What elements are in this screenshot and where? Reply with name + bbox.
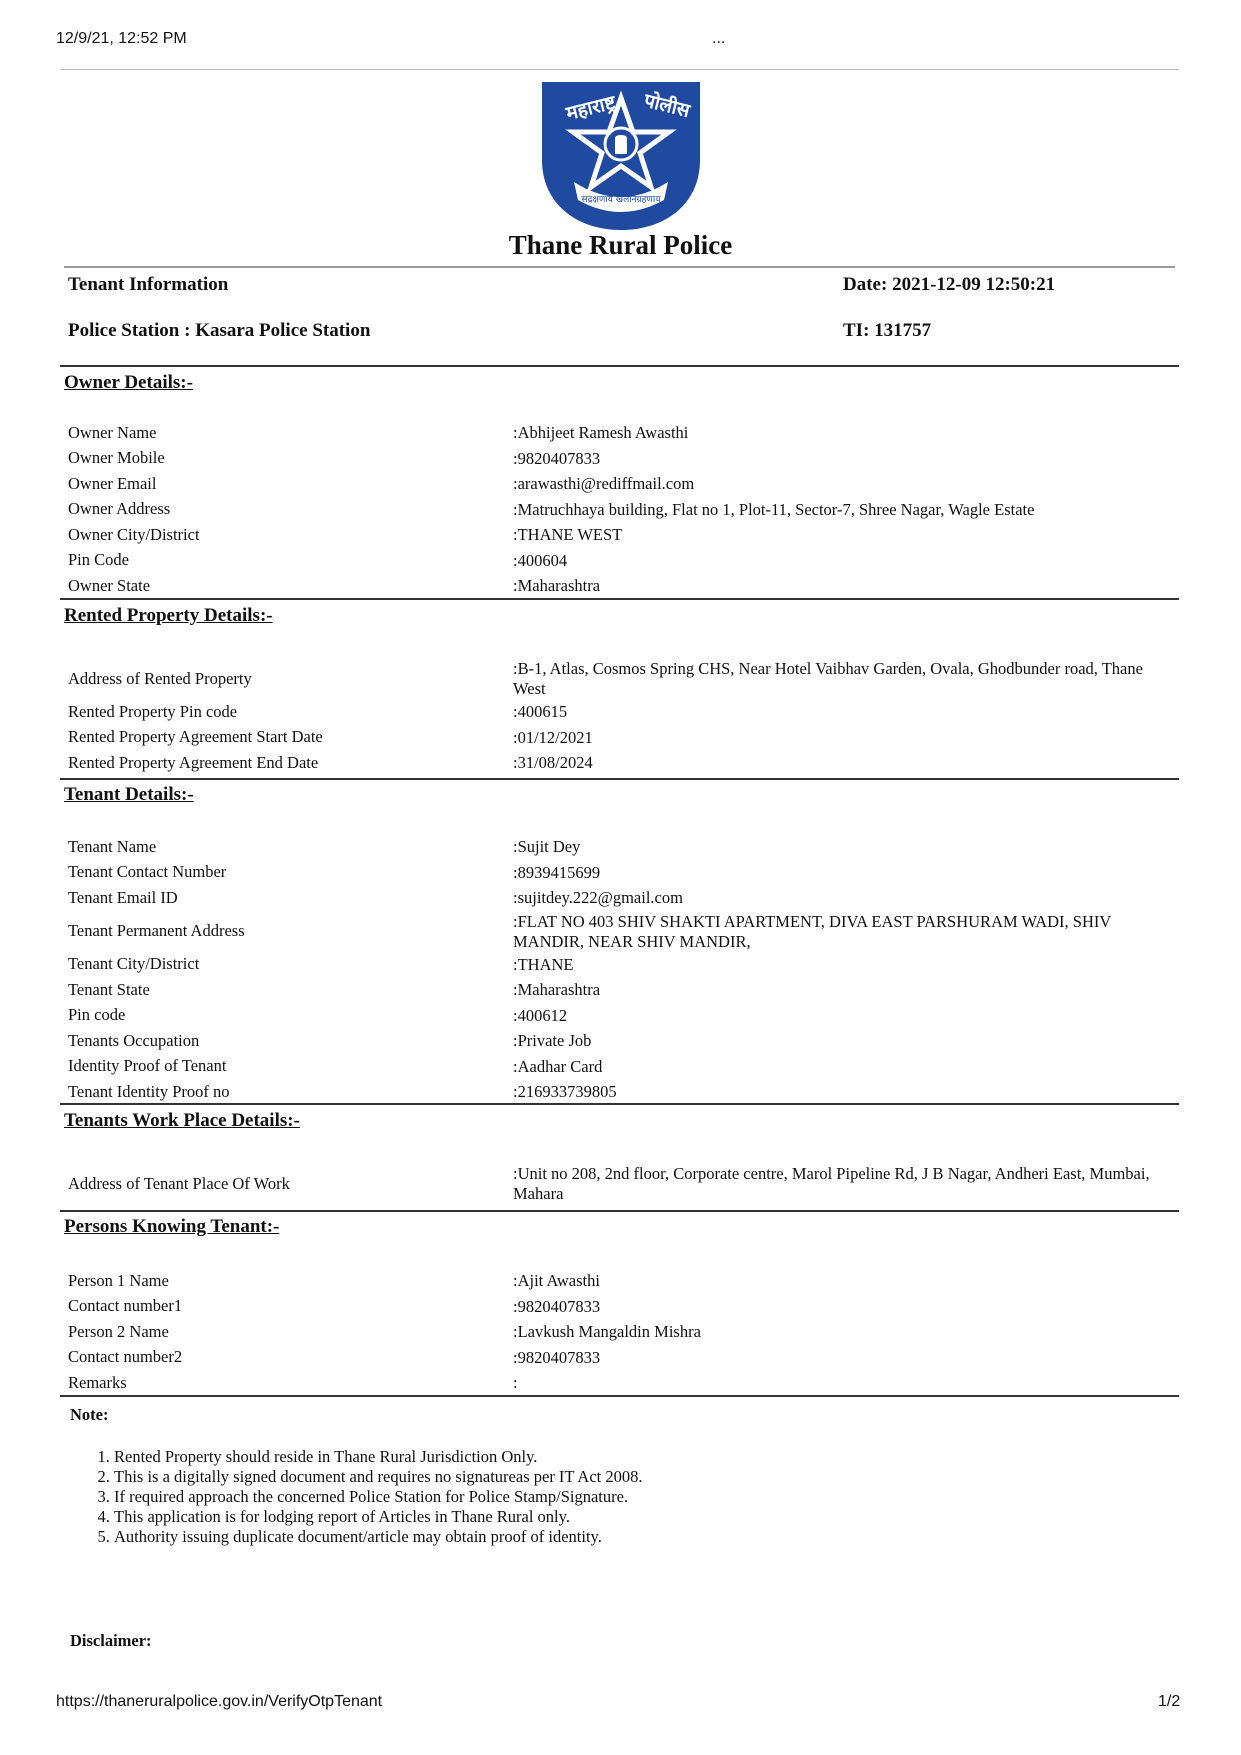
tenant-details-title: Tenant Details:-	[64, 784, 194, 805]
field-value: :Abhijeet Ramesh Awasthi	[513, 423, 689, 443]
table-row	[64, 1345, 1174, 1371]
field-value: :01/12/2021	[513, 727, 593, 747]
table-row	[64, 1163, 1174, 1204]
note-item: 2. This is a digitally signed document and requires no signatureas per IT Act 2008.	[114, 1467, 674, 1487]
rented-property-table	[64, 658, 1174, 776]
field-label: Tenant State	[68, 979, 150, 999]
field-label: Tenant City/District	[68, 954, 200, 974]
table-row	[64, 834, 1174, 860]
field-label: Rented Property Agreement End Date	[68, 752, 319, 772]
logo-text-left: महाराष्ट्र	[563, 91, 618, 125]
field-value: :THANE WEST	[513, 525, 623, 545]
table-row	[64, 548, 1174, 574]
note-title: Note:	[70, 1405, 109, 1424]
owner-details-title: Owner Details:-	[64, 372, 193, 393]
rented-property-title: Rented Property Details:-	[64, 605, 273, 626]
field-value: :FLAT NO 403 SHIV SHAKTI APARTMENT, DIVA EAST PARSHURAM WADI, SHIV MANDIR, NEAR SHIV MANDIR,	[513, 911, 1112, 951]
field-label: Contact number1	[68, 1296, 183, 1316]
logo-hand-seal	[615, 135, 627, 154]
field-value: :9820407833	[513, 1347, 601, 1367]
table-row	[64, 860, 1174, 886]
field-label: Person 1 Name	[68, 1270, 169, 1290]
table-row	[64, 573, 1174, 599]
field-label: Owner State	[68, 575, 151, 595]
police-station-label: Police Station :	[68, 320, 191, 341]
field-label: Tenants Occupation	[68, 1030, 200, 1050]
field-label: Tenant Name	[68, 836, 157, 856]
header-divider	[60, 69, 1179, 70]
table-row	[64, 911, 1174, 952]
field-value: :THANE	[513, 954, 574, 974]
field-value: :Private Job	[513, 1031, 592, 1051]
table-row	[64, 658, 1174, 699]
workplace-details-title: Tenants Work Place Details:-	[64, 1110, 300, 1131]
page-number: 1/2	[1158, 1693, 1181, 1710]
ti-value: 131757	[874, 320, 932, 341]
field-value: :216933739805	[513, 1082, 617, 1102]
table-row	[64, 471, 1174, 497]
field-value: :Ajit Awasthi	[513, 1271, 600, 1291]
table-row	[64, 699, 1174, 725]
field-label: Pin code	[68, 1005, 126, 1025]
section-divider	[60, 1103, 1179, 1105]
logo-text-right: पोलीस	[641, 89, 693, 123]
field-value: :Unit no 208, 2nd floor, Corporate centre, Marol Pipeline Rd, J B Nagar, Andheri East, Mumbai, Mahara	[513, 1164, 1150, 1203]
field-value: :Maharashtra	[513, 980, 601, 1000]
table-row	[64, 1370, 1174, 1396]
note-item: 4. This application is for lodging report of Articles in Thane Rural only.	[114, 1507, 674, 1527]
field-value: :400604	[513, 550, 568, 570]
field-label: Owner Name	[68, 422, 157, 442]
table-row	[64, 725, 1174, 751]
table-row	[64, 420, 1174, 446]
print-timestamp: 12/9/21, 12:52 PM	[56, 30, 187, 47]
persons-knowing-tenant-title: Persons Knowing Tenant:-	[64, 1216, 280, 1237]
table-row	[64, 446, 1174, 472]
table-row	[64, 497, 1174, 523]
field-value: :400615	[513, 702, 568, 722]
table-row	[64, 1319, 1174, 1345]
section-divider	[60, 778, 1179, 780]
field-label: Owner Email	[68, 473, 157, 493]
note-item: 5. Authority issuing duplicate document/article may obtain proof of identity.	[114, 1527, 674, 1547]
tenant-information-label: Tenant Information	[68, 274, 229, 295]
table-row	[64, 1054, 1174, 1080]
field-value: :8939415699	[513, 862, 601, 882]
disclaimer-label: Disclaimer:	[70, 1631, 152, 1650]
table-row	[64, 977, 1174, 1003]
field-label: Rented Property Agreement Start Date	[68, 727, 323, 747]
field-value: :Sujit Dey	[513, 837, 581, 857]
field-value: :400612	[513, 1005, 568, 1025]
table-row	[64, 1028, 1174, 1054]
logo-motto: सद्रक्षणाय खलनिग्रहणाय	[581, 195, 661, 205]
field-label: Remarks	[68, 1372, 127, 1392]
field-label: Tenant Identity Proof no	[68, 1081, 230, 1101]
section-divider	[60, 1395, 1179, 1397]
field-value: :sujitdey.222@gmail.com	[513, 888, 683, 908]
field-label: Tenant Permanent Address	[68, 921, 245, 940]
persons-knowing-tenant-table	[64, 1268, 1174, 1396]
section-divider	[60, 598, 1179, 600]
field-label: Owner Address	[68, 499, 171, 519]
field-value: :B-1, Atlas, Cosmos Spring CHS, Near Hotel Vaibhav Garden, Ovala, Ghodbunder road, Thane West	[513, 659, 1143, 698]
ti-number	[843, 320, 931, 342]
table-row	[64, 885, 1174, 911]
field-value: :arawasthi@rediffmail.com	[513, 474, 695, 494]
field-label: Owner City/District	[68, 524, 200, 544]
field-label: Person 2 Name	[68, 1321, 169, 1341]
field-label: Contact number2	[68, 1347, 183, 1367]
field-label: Tenant Contact Number	[68, 862, 227, 882]
ti-label: TI:	[843, 320, 870, 341]
note-item: 1. Rented Property should reside in Thane Rural Jurisdiction Only.	[114, 1447, 674, 1467]
date-label: Date:	[843, 274, 888, 295]
tenant-details-table	[64, 834, 1174, 1105]
date-value: 2021-12-09 12:50:21	[892, 274, 1056, 295]
table-row	[64, 1268, 1174, 1294]
field-value: :Maharashtra	[513, 576, 601, 596]
table-row	[64, 1294, 1174, 1320]
section-divider	[60, 365, 1179, 367]
table-row	[64, 750, 1174, 776]
field-value: :	[513, 1373, 518, 1393]
page-title: Thane Rural Police	[508, 230, 733, 260]
field-value: :31/08/2024	[513, 753, 593, 773]
police-station-value: Kasara Police Station	[195, 320, 371, 341]
table-row	[64, 522, 1174, 548]
section-divider	[60, 1210, 1179, 1212]
field-value: :9820407833	[513, 1296, 601, 1316]
document-date	[843, 274, 1055, 296]
field-value: :Aadhar Card	[513, 1056, 603, 1076]
owner-details-table	[64, 420, 1174, 599]
field-label: Address of Rented Property	[68, 668, 252, 688]
table-row	[64, 1003, 1174, 1029]
note-list	[74, 1447, 674, 1547]
page-url: https://thaneruralpolice.gov.in/VerifyOtpTenant	[56, 1693, 383, 1710]
print-header-ellipsis: ...	[712, 30, 726, 47]
field-value: :9820407833	[513, 448, 601, 468]
police-station	[68, 320, 370, 342]
field-label: Address of Tenant Place Of Work	[68, 1173, 290, 1193]
table-row	[64, 1079, 1174, 1105]
field-label: Tenant Email ID	[68, 887, 178, 907]
note-item: 3. If required approach the concerned Police Station for Police Stamp/Signature.	[114, 1487, 674, 1507]
field-label: Owner Mobile	[68, 448, 165, 468]
maharashtra-police-logo	[540, 82, 702, 232]
title-divider	[64, 266, 1175, 268]
table-row	[64, 952, 1174, 978]
field-label: Identity Proof of Tenant	[68, 1056, 227, 1076]
workplace-details-table	[64, 1163, 1174, 1204]
field-value: :Lavkush Mangaldin Mishra	[513, 1322, 701, 1342]
field-label: Rented Property Pin code	[68, 701, 238, 721]
field-label: Pin Code	[68, 550, 129, 570]
field-value: :Matruchhaya building, Flat no 1, Plot-11, Sector-7, Shree Nagar, Wagle Estate	[513, 499, 1035, 519]
